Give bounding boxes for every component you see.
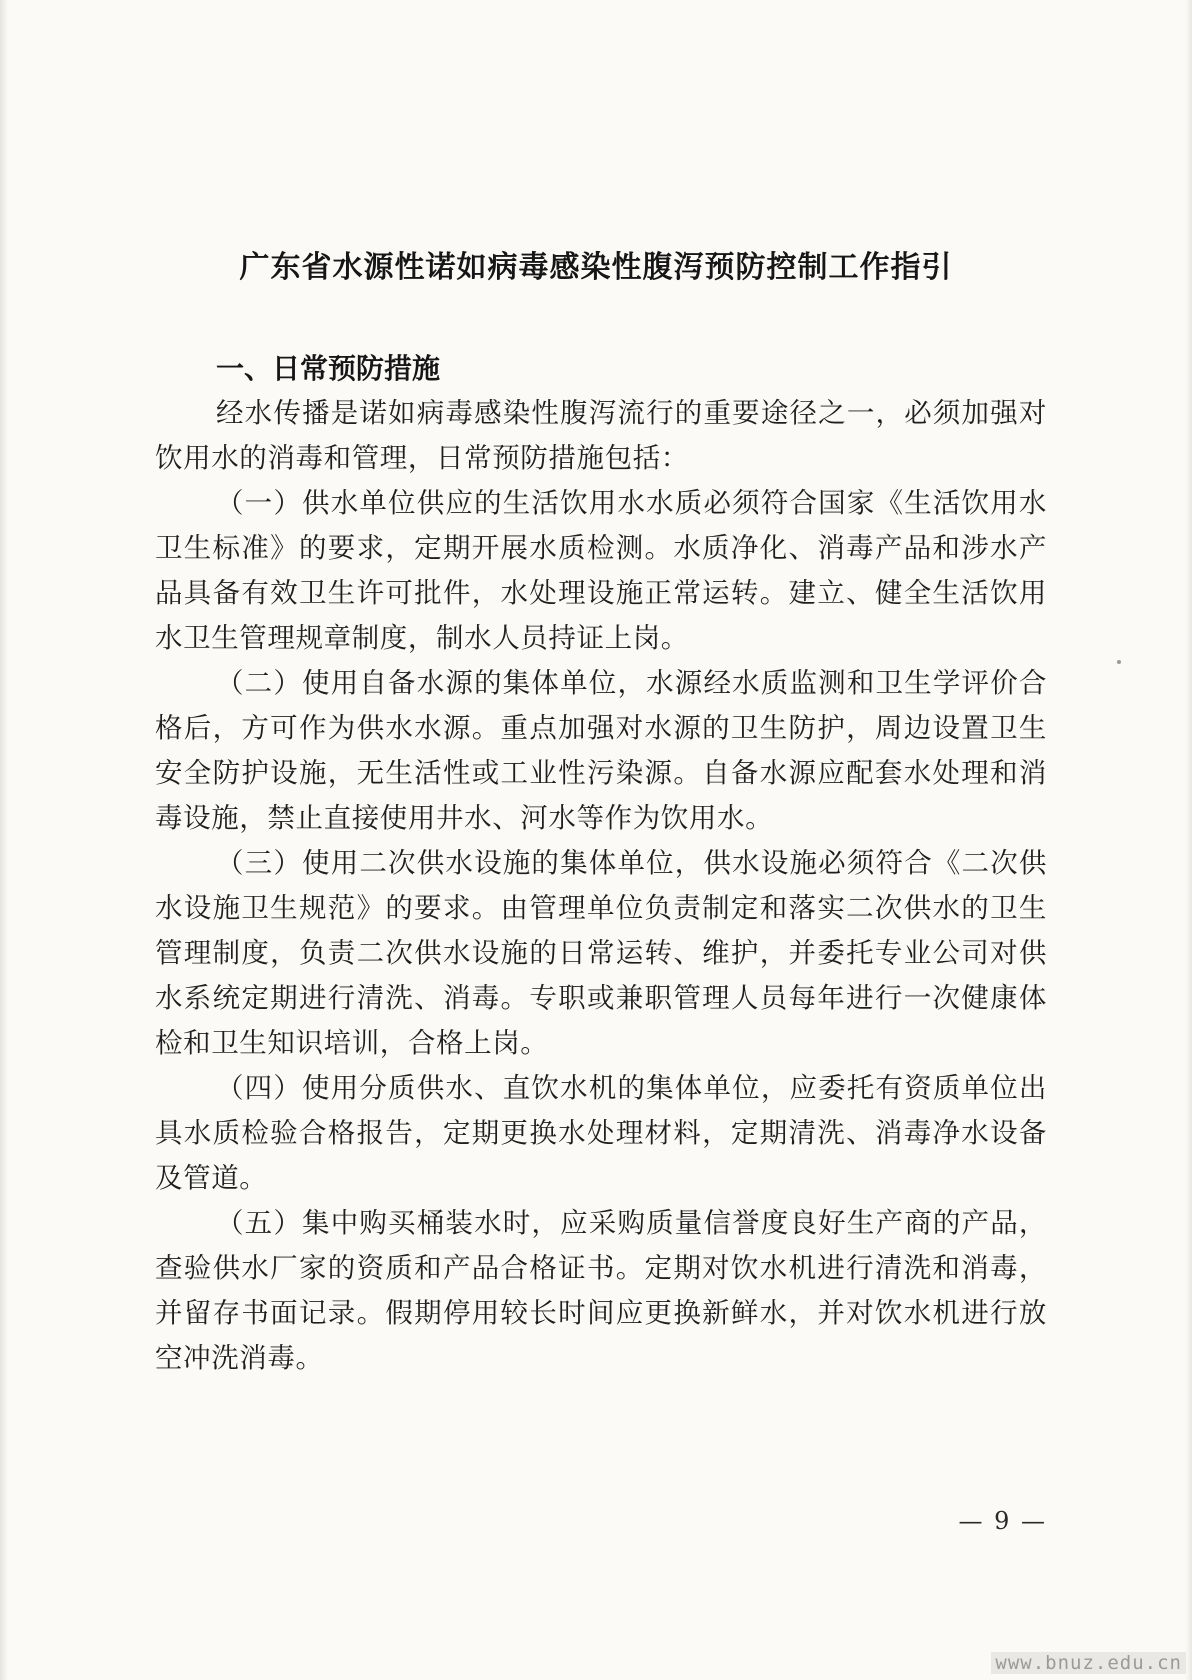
scan-speck (1117, 660, 1121, 664)
paragraph-intro: 经水传播是诺如病毒感染性腹泻流行的重要途径之一，必须加强对饮用水的消毒和管理，日常预防措施包括： (155, 397, 1047, 474)
page-number: — 9 — (958, 1507, 1047, 1535)
document-body (155, 346, 1047, 1381)
section-heading: 一、日常预防措施 (216, 352, 441, 385)
paragraph-item-4: （四）使用分质供水、直饮水机的集体单位，应委托有资质单位出具水质检验合格报告，定期更换水处理材料，定期清洗、消毒净水设备及管道。 (155, 1072, 1047, 1194)
paragraph-item-5: （五）集中购买桶装水时，应采购质量信誉度良好生产商的产品，查验供水厂家的资质和产品合格证书。定期对饮水机进行清洗和消毒，并留存书面记录。假期停用较长时间应更换新鲜水，并对饮水机进行放空冲洗消毒。 (155, 1207, 1047, 1374)
document-title: 广东省水源性诺如病毒感染性腹泻预防控制工作指引 (239, 250, 953, 286)
paragraph-item-1: （一）供水单位供应的生活饮用水水质必须符合国家《生活饮用水卫生标准》的要求，定期开展水质检测。水质净化、消毒产品和涉水产品具备有效卫生许可批件，水处理设施正常运转。建立、健全生活饮用水卫生管理规章制度，制水人员持证上岗。 (155, 487, 1047, 654)
paragraph-item-3: （三）使用二次供水设施的集体单位，供水设施必须符合《二次供水设施卫生规范》的要求。由管理单位负责制定和落实二次供水的卫生管理制度，负责二次供水设施的日常运转、维护，并委托专业公司对供水系统定期进行清洗、消毒。专职或兼职管理人员每年进行一次健康体检和卫生知识培训，合格上岗。 (155, 847, 1047, 1059)
paragraph-item-2: （二）使用自备水源的集体单位，水源经水质监测和卫生学评价合格后，方可作为供水水源。重点加强对水源的卫生防护，周边设置卫生安全防护设施，无生活性或工业性污染源。自备水源应配套水处理和消毒设施，禁止直接使用井水、河水等作为饮用水。 (155, 667, 1047, 834)
site-watermark: www.bnuz.edu.cn (991, 1652, 1186, 1674)
